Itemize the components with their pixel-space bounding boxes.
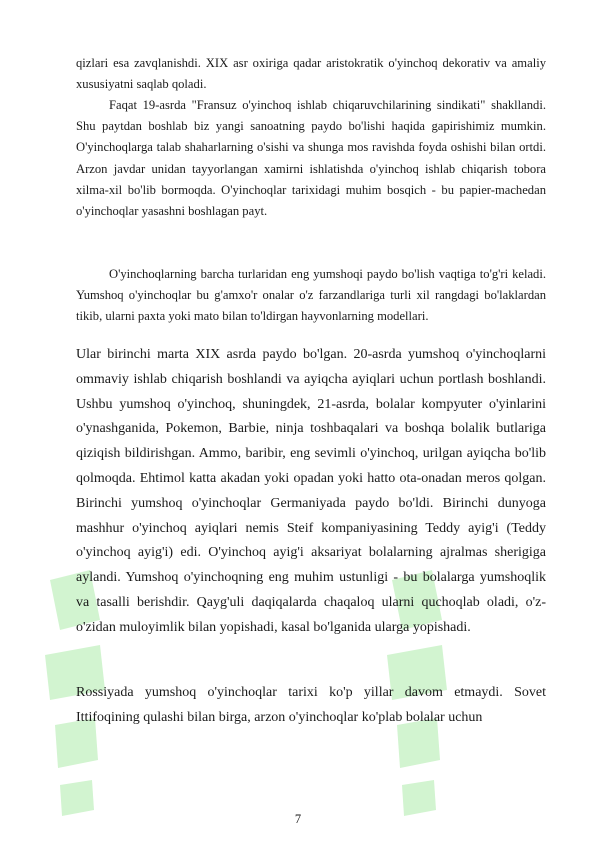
paragraph-1: qizlari esa zavqlanishdi. XIX asr oxiriga qadar aristokratik o'yinchoq dekorativ va amaliy xususiyatni saqlab qoladi.	[76, 56, 546, 92]
paragraph-4: Ular birinchi marta XIX asrda paydo bo'lgan. 20-asrda yumshoq o'yinchoqlarni ommaviy ishlab chiqarish boshlandi va ayiqcha ayiqlari uchun portlash boshlandi. Ushbu yumshoq o'yinchoq, shuningdek, 21-asrda, bolalar kompyuter o'yinlarini o'ynashganida, Pokemon, Barbie, ninja toshbaqalari va boshqa bolalik butlariga qiziqish bildirishgan. Ammo, baribir, eng sevimli o'yinchoq, urilgan ayiqcha bo'lib qolmoqda. Ehtimol katta akadan yoki opadan yoki hatto ota-onadan meros qolgan. Birinchi yumshoq o'yinchoqlar Germaniyada paydo bo'ldi. Birinchi dunyoga mashhur o'yinchoq ayiqlari nemis Steif kompaniyasining Teddy ayig'i (Teddy o'yinchoq ayig'i) edi. O'yinchoq ayig'i aksariyat bolalarning ajralmas sherigiga aylandi. Yumshoq o'yinchoqning eng muhim ustunligi - bu bolalarga yumshoqlik va tasalli berishdir. Qayg'uli daqiqalarda chaqaloq ularni quchoqlab oladi, o'z-o'zidan muloyimlik bilan yopishadi, kasal bo'lganida ularga yopishadi.	[76, 347, 546, 635]
paragraph-2: Faqat 19-asrda "Fransuz o'yinchoq ishlab chiqaruvchilarining sindikati" shakllandi. Shu paytdan boshlab biz yangi sanoatning paydo bo'lishi haqida gapirishimiz mumkin. O'yinchoqlarga talab shaharlarning o'sishi va shunga mos ravishda foyda oshishi bilan ortdi. Arzon javdar unidan tayyorlangan xamirni ishlatishda o'yinchoq ishlab chiqarish tobora xilma-xil bo'lib bormoqda. O'yinchoqlar tarixidagi muhim bosqich - bu papier-machedan o'yinchoqlar yasashni boshlagan payt.	[76, 98, 546, 219]
paragraph-3: O'yinchoqlarning barcha turlaridan eng yumshoqi paydo bo'lish vaqtiga to'g'ri keladi. Yumshoq o'yinchoqlar bu g'amxo'r onalar o'z farzandlariga turli xil rangdagi bo'laklardan tikib, ularni paxta yoki mato bilan to'ldirgan hayvonlarning modellari.	[76, 267, 546, 324]
paragraph-5: Rossiyada yumshoq o'yinchoqlar tarixi ko'p yillar davom etmaydi. Sovet Ittifoqining qulashi bilan birga, arzon o'yinchoqlar ko'plab bolalar uchun	[76, 685, 546, 725]
page-number: 7	[294, 812, 302, 826]
